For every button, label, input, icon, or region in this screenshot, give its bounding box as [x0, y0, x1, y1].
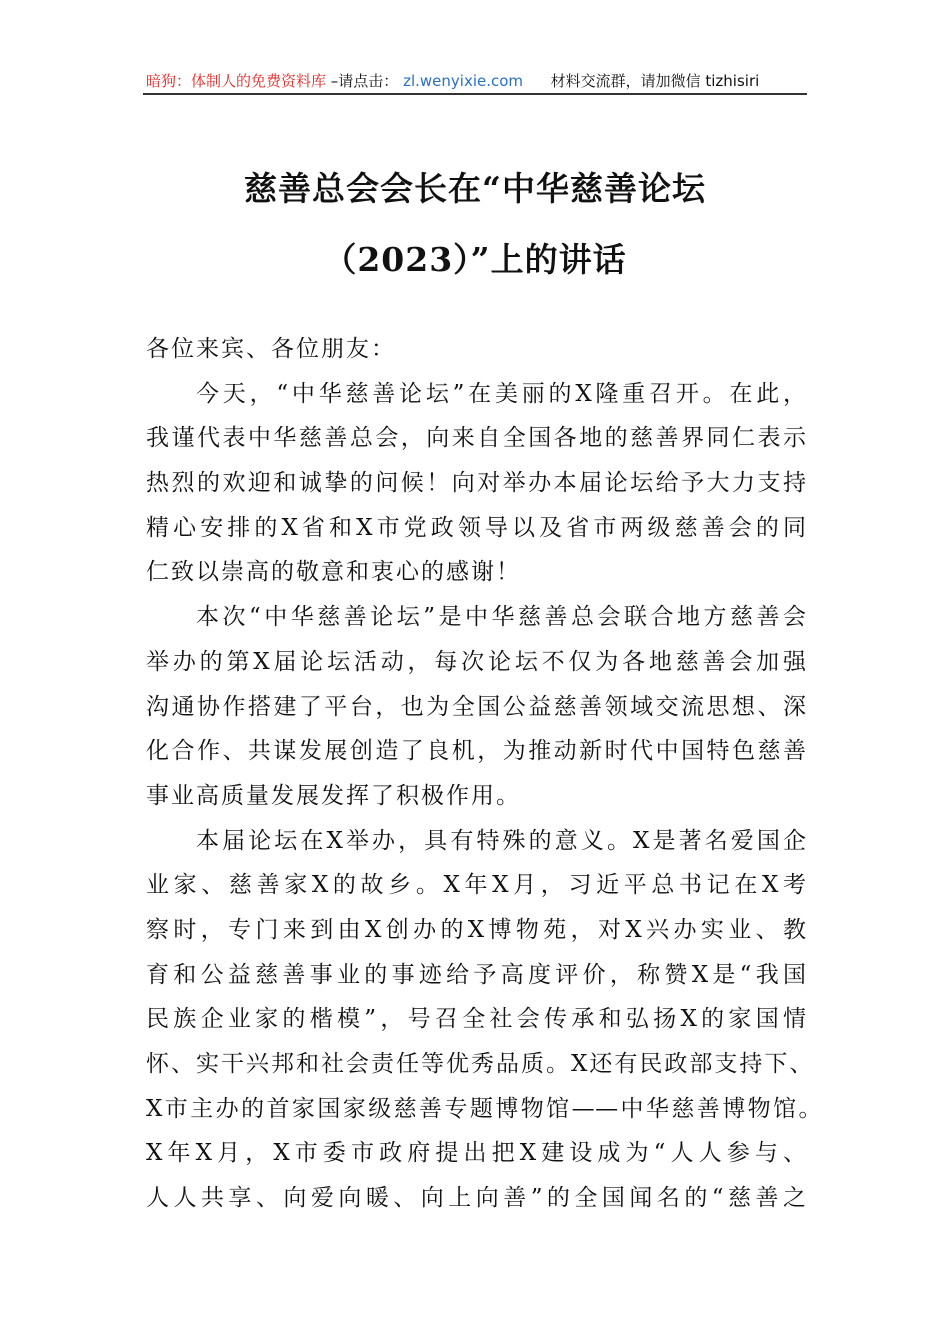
document-title-line-1: 慈善总会会长在“中华慈善论坛: [244, 169, 706, 208]
header-brand: 暗狗：体制人的免费资料库: [146, 72, 327, 90]
document-body: [146, 333, 822, 1227]
text-line: 育和公益慈善事业的事迹给予高度评价，称赞X是“我国: [146, 961, 808, 988]
document-title-line-2: （2023）”上的讲话: [323, 240, 627, 279]
text-line: 举办的第X届论坛活动，每次论坛不仅为各地慈善会加强: [146, 648, 808, 675]
text-line: 本次“中华慈善论坛”是中华慈善总会联合地方慈善会: [196, 604, 808, 631]
text-line: 精心安排的X省和X市党政领导以及省市两级慈善会的同: [146, 514, 808, 541]
header-prompt: –请点击：: [330, 72, 399, 90]
text-line: 怀、实干兴邦和社会责任等优秀品质。X还有民政部支持下、: [146, 1051, 815, 1077]
text-line: 事业高质量发展发挥了积极作用。: [146, 782, 521, 809]
text-line: 化合作、共谋发展创造了良机，为推动新时代中国特色慈善: [146, 738, 808, 765]
text-line: 今天，“中华慈善论坛”在美丽的X隆重召开。在此，: [196, 380, 808, 407]
text-line: 我谨代表中华慈善总会，向来自全国各地的慈善界同仁表示: [146, 425, 808, 452]
header-divider: [143, 93, 807, 95]
text-line: 人人共享、向爱向暖、向上向善”的全国闻名的“慈善之: [146, 1185, 808, 1212]
text-line: 热烈的欢迎和诚挚的问候！向对举办本届论坛给予大力支持: [146, 470, 808, 497]
header-contact: 材料交流群，请加微信 tizhisiri: [550, 72, 760, 90]
salutation: 各位来宾、各位朋友：: [146, 336, 396, 362]
text-line: 业家、慈善家X的故乡。X年X月，习近平总书记在X考: [146, 872, 808, 899]
text-line: 本届论坛在X举办，具有特殊的意义。X是著名爱国企: [196, 827, 808, 854]
text-line: 民族企业家的楷模”，号召全社会传承和弘扬X的家国情: [146, 1006, 808, 1033]
watermark-header: [146, 70, 806, 92]
text-line: X市主办的首家国家级慈善专题博物馆——中华慈善博物馆。: [146, 1095, 822, 1122]
text-line: X年X月，X市委市政府提出把X建设成为“人人参与、: [146, 1140, 808, 1167]
text-line: 沟通协作搭建了平台，也为全国公益慈善领域交流思想、深: [146, 693, 808, 720]
text-line: 仁致以崇高的敬意和衷心的感谢！: [146, 559, 521, 586]
text-line: 察时，专门来到由X创办的X博物苑，对X兴办实业、教: [146, 916, 808, 943]
header-link[interactable]: zl.wenyixie.com: [403, 72, 524, 90]
